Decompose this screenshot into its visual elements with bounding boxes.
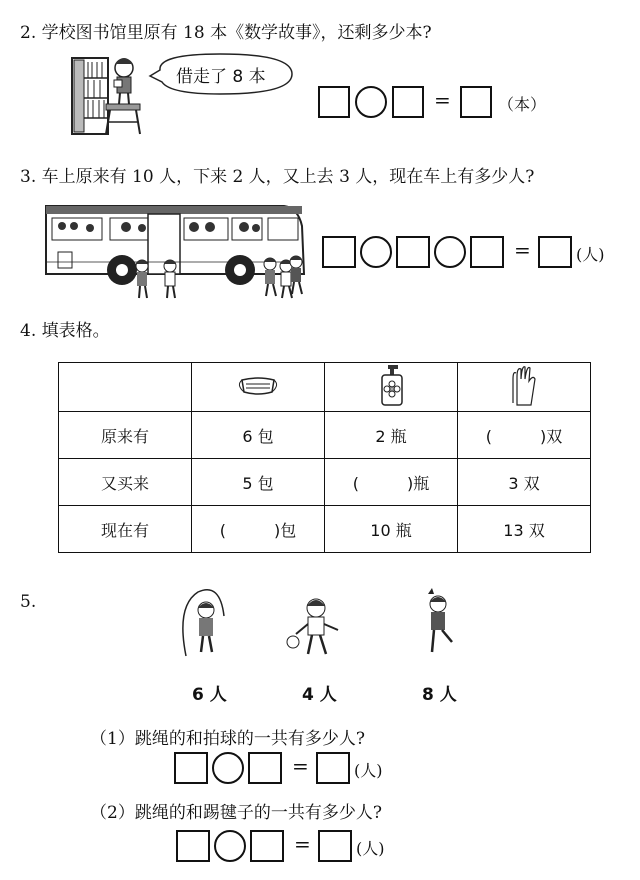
header-gloves-cell xyxy=(458,363,591,412)
header-empty-cell xyxy=(59,363,192,412)
blank-cell[interactable]: ( )瓶 xyxy=(325,459,458,506)
shuttlecock-kick-icon xyxy=(428,588,452,652)
table-cell: 6 包 xyxy=(192,412,325,459)
q4-text: 4. 填表格。 xyxy=(20,321,110,341)
answer-box[interactable] xyxy=(316,752,350,784)
row-label: 原来有 xyxy=(59,412,192,459)
unit-label: （本） xyxy=(498,95,547,114)
answer-box[interactable] xyxy=(538,236,572,268)
row-label: 现在有 xyxy=(59,506,192,553)
children-getting-on-icon xyxy=(264,256,302,298)
answer-box[interactable] xyxy=(176,830,210,862)
table-header-row xyxy=(59,363,591,412)
blank-cell[interactable]: ( )双 xyxy=(458,412,591,459)
header-mask-cell xyxy=(192,363,325,412)
answer-box[interactable] xyxy=(174,752,208,784)
answer-box[interactable] xyxy=(396,236,430,268)
answer-box[interactable] xyxy=(460,86,492,118)
count-label: 4 人 xyxy=(302,685,337,705)
operator-circle[interactable] xyxy=(212,752,244,784)
answer-box[interactable] xyxy=(248,752,282,784)
operator-circle[interactable] xyxy=(434,236,466,268)
children-activities-illustration xyxy=(176,586,466,666)
table-cell: 13 双 xyxy=(458,506,591,553)
table-row xyxy=(59,412,591,459)
q2-text: 2. 学校图书馆里原有 18 本《数学故事》，还剩多少本? xyxy=(20,23,432,43)
bookshelf-icon xyxy=(72,58,108,134)
gloves-icon xyxy=(509,363,539,407)
operator-circle[interactable] xyxy=(355,86,387,118)
row-label: 又买来 xyxy=(59,459,192,506)
table-cell: 2 瓶 xyxy=(325,412,458,459)
equals-sign: = xyxy=(294,832,311,856)
bouncing-ball-icon xyxy=(287,599,338,654)
q5-sub1-text: （1）跳绳的和拍球的一共有多少人? xyxy=(90,729,365,749)
q3-text: 3. 车上原来有 10 人，下来 2 人，又上去 3 人，现在车上有多少人? xyxy=(20,167,535,187)
q5-number: 5. xyxy=(20,592,37,612)
hand-sanitizer-icon xyxy=(376,363,406,407)
mask-icon xyxy=(236,372,280,398)
equals-sign: = xyxy=(292,754,309,778)
table-cell: 3 双 xyxy=(458,459,591,506)
table-row xyxy=(59,459,591,506)
fill-table xyxy=(58,362,591,553)
unit-label: (人) xyxy=(354,761,383,780)
answer-box[interactable] xyxy=(250,830,284,862)
stool-icon xyxy=(106,104,140,134)
answer-box[interactable] xyxy=(318,830,352,862)
operator-circle[interactable] xyxy=(360,236,392,268)
answer-box[interactable] xyxy=(318,86,350,118)
girl-reading-icon xyxy=(114,58,133,104)
jump-rope-icon xyxy=(183,590,224,656)
header-sanitizer-cell xyxy=(325,363,458,412)
table-row xyxy=(59,506,591,553)
bus-illustration xyxy=(40,196,310,304)
answer-box[interactable] xyxy=(392,86,424,118)
speech-text: 借走了 8 本 xyxy=(176,67,266,87)
answer-box[interactable] xyxy=(322,236,356,268)
equals-sign: = xyxy=(434,88,451,112)
q5-sub2-text: （2）跳绳的和踢毽子的一共有多少人? xyxy=(90,803,382,823)
equals-sign: = xyxy=(514,238,531,262)
blank-cell[interactable]: ( )包 xyxy=(192,506,325,553)
operator-circle[interactable] xyxy=(214,830,246,862)
unit-label: (人) xyxy=(356,839,385,858)
table-cell: 10 瓶 xyxy=(325,506,458,553)
answer-box[interactable] xyxy=(470,236,504,268)
count-label: 8 人 xyxy=(422,685,457,705)
count-label: 6 人 xyxy=(192,685,227,705)
unit-label: (人) xyxy=(576,245,605,264)
table-cell: 5 包 xyxy=(192,459,325,506)
